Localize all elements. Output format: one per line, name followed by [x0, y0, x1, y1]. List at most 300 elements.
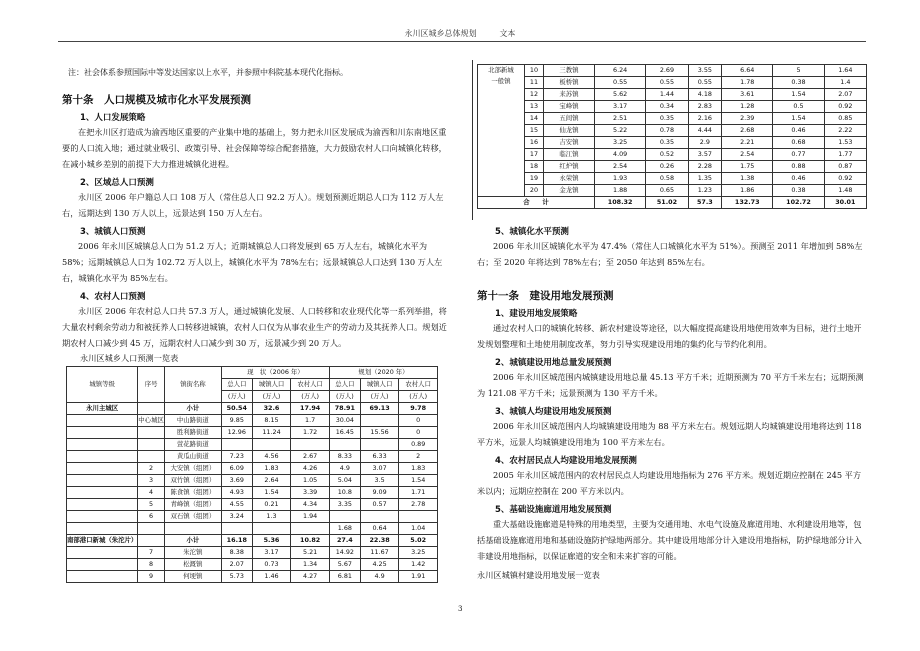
value-cell — [329, 511, 360, 523]
value-cell: 0.64 — [360, 523, 399, 535]
name-cell: 小计 — [164, 535, 221, 547]
value-cell: 0.92 — [824, 173, 866, 185]
value-cell: 8.38 — [221, 547, 252, 559]
value-cell: 8.33 — [329, 451, 360, 463]
population-table-continued-body — [478, 65, 867, 209]
value-cell: 0.52 — [646, 149, 688, 161]
name-cell: 中山路街道 — [164, 415, 221, 427]
value-cell: 0.35 — [646, 137, 688, 149]
value-cell: 3.17 — [252, 547, 291, 559]
value-cell: 4.26 — [291, 463, 330, 475]
header-unit: (万人) — [221, 391, 252, 403]
value-cell: 3.57 — [688, 149, 722, 161]
section-4-text: 永川区 2006 年农村总人口共 57.3 万人，通过城镇化发展、人口转移和农业现代化等一系列举措，将大量农村剩余劳动力和被抚养人口转移进城镇，农村人口仅为从事农业生产的劳动力及其抚养人口。规划近期农村人口减少到 45 万，远期农村人口减少到 30 万，远景减少到 20 万人。 — [62, 306, 447, 348]
value-cell: 6.09 — [221, 463, 252, 475]
section-5-text: 2006 年永川区城镇化水平为 47.4%（常住人口城镇化水平为 51%）。预测至 2011 年增加到 58%左右；至 2020 年将达到 78%左右；至 2050 年达到 85%左右。 — [477, 241, 863, 267]
name-cell: 双竹镇（组团） — [164, 475, 221, 487]
value-cell: 1.77 — [824, 149, 866, 161]
value-cell: 4.34 — [291, 499, 330, 511]
header-town: 城镇人口 — [360, 379, 399, 391]
header-unit: (万人) — [399, 391, 438, 403]
no-cell: 5 — [138, 499, 165, 511]
header-name: 镇街名称 — [164, 367, 221, 403]
column-divider — [472, 60, 473, 220]
section-3-text: 2006 年永川区城镇总人口为 51.2 万人；近期城镇总人口将发展到 65 万人左右，城镇化水平为 58%；远期城镇总人口为 102.72 万人以上，城镇化水平为 78%左右；远景城镇总人口达到 130 万人左右，城镇化水平为 85%左右。 — [62, 241, 443, 283]
table-row — [67, 451, 438, 463]
value-cell: 1.54 — [252, 487, 291, 499]
region-cell — [67, 571, 138, 583]
table-row — [67, 511, 438, 523]
value-cell: 3.25 — [595, 137, 646, 149]
no-cell: 3 — [138, 475, 165, 487]
value-cell: 0.55 — [646, 77, 688, 89]
table-row — [478, 77, 867, 89]
region-cell — [67, 511, 138, 523]
value-cell: 1.54 — [773, 113, 824, 125]
section-1-text: 在把永川区打造成为渝西地区重要的产业集中地的基础上，努力把永川区发展成为渝西和川东南地区重要的人口流入地；通过就业吸引、政策引导、社会保障等综合配套措施，大力鼓励农村人口向城镇化转移，在减小城乡差别的前提下大力推进城镇化进程。 — [62, 127, 447, 169]
group-label-2: 一般镇 — [491, 77, 511, 85]
value-cell — [399, 511, 438, 523]
region-cell — [67, 415, 138, 427]
value-cell: 1.4 — [824, 77, 866, 89]
table-row — [67, 547, 438, 559]
value-cell — [360, 415, 399, 427]
value-cell — [252, 523, 291, 535]
value-cell: 16.45 — [329, 427, 360, 439]
table-row — [67, 415, 438, 427]
name-cell: 陈食镇（组团） — [164, 487, 221, 499]
value-cell: 5.62 — [595, 89, 646, 101]
header-town: 城镇人口 — [252, 379, 291, 391]
value-cell: 0 — [399, 415, 438, 427]
value-cell: 2.9 — [688, 137, 722, 149]
group-label-1: 北部新城 — [488, 66, 514, 74]
no-cell — [138, 535, 165, 547]
total-value: 108.32 — [595, 197, 646, 209]
value-cell: 0.34 — [646, 101, 688, 113]
page-header — [0, 28, 920, 39]
value-cell: 1.86 — [722, 185, 773, 197]
value-cell: 3.07 — [360, 463, 399, 475]
section-2-text: 永川区 2006 年户籍总人口 108 万人（常住总人口 92.2 万人）。规划预测近期总人口为 112 万人左右，远期达到 130 万人以上，远景达到 150 万人左右。 — [62, 192, 444, 218]
value-cell: 0.21 — [252, 499, 291, 511]
value-cell: 4.56 — [252, 451, 291, 463]
value-cell: 2.39 — [722, 113, 773, 125]
value-cell: 2.16 — [688, 113, 722, 125]
value-cell: 69.13 — [360, 403, 399, 415]
header-unit: (万人) — [329, 391, 360, 403]
value-cell: 2.64 — [252, 475, 291, 487]
group-cell — [478, 65, 525, 197]
name-cell: 大安镇（组团） — [164, 463, 221, 475]
header-divider — [58, 41, 866, 42]
value-cell: 1.23 — [688, 185, 722, 197]
value-cell: 11.67 — [360, 547, 399, 559]
table-row — [67, 403, 438, 415]
value-cell: 2.69 — [646, 65, 688, 77]
value-cell: 0.55 — [595, 77, 646, 89]
value-cell — [291, 439, 330, 451]
table-row — [67, 475, 438, 487]
value-cell: 1.75 — [722, 161, 773, 173]
table-row — [67, 499, 438, 511]
page-number: 3 — [458, 605, 463, 613]
value-cell: 1.83 — [399, 463, 438, 475]
value-cell: 2.67 — [291, 451, 330, 463]
no-cell: 17 — [525, 149, 544, 161]
value-cell: 1.53 — [824, 137, 866, 149]
name-cell — [164, 523, 221, 535]
value-cell: 1.88 — [595, 185, 646, 197]
name-cell: 朱沱镇 — [164, 547, 221, 559]
value-cell: 0.38 — [773, 185, 824, 197]
land-1-text: 通过农村人口的城镇化转移、新农村建设等途径，以大幅度提高建设用地使用效率为目标，进行土地开发规划整理和土地使用制度改革，努力引导实现建设用地的集约化与节约化利用。 — [477, 323, 862, 349]
land-4-title: 4、农村居民点人均建设用地发展预测 — [495, 456, 637, 466]
table-row — [67, 571, 438, 583]
value-cell: 1.71 — [399, 487, 438, 499]
value-cell: 1.54 — [399, 475, 438, 487]
value-cell: 1.48 — [824, 185, 866, 197]
value-cell: 0.77 — [773, 149, 824, 161]
value-cell: 5.67 — [329, 559, 360, 571]
name-cell: 临江镇 — [544, 149, 595, 161]
table-row — [478, 137, 867, 149]
value-cell: 3.25 — [399, 547, 438, 559]
table-row — [67, 559, 438, 571]
value-cell: 3.17 — [595, 101, 646, 113]
land-2-text: 2006 年永川区城范围内城镇建设用地总量 45.13 平方千米；近期预测为 70 平方千米左右；远期预测为 121.08 平方千米；远景预测为 130 平方千米。 — [477, 372, 864, 398]
value-cell: 14.92 — [329, 547, 360, 559]
table-row — [478, 125, 867, 137]
name-cell: 三教镇 — [544, 65, 595, 77]
section-2-title: 2、区域总人口预测 — [80, 178, 154, 188]
value-cell: 2.83 — [688, 101, 722, 113]
land-3-text: 2006 年永川区城范围内人均城镇建设用地为 88 平方米左右。规划远期人均城镇建设用地将达到 118 平方米，远景人均城镇建设用地为 100 平方米左右。 — [477, 421, 862, 447]
header-plan: 规划（2020 年） — [329, 367, 437, 379]
value-cell: 9.85 — [221, 415, 252, 427]
value-cell: 1.05 — [291, 475, 330, 487]
name-cell: 黄瓜山街道 — [164, 451, 221, 463]
value-cell: 5.02 — [399, 535, 438, 547]
value-cell: 5.36 — [252, 535, 291, 547]
no-cell: 6 — [138, 511, 165, 523]
name-cell: 松溉镇 — [164, 559, 221, 571]
header-rural: 农村人口 — [291, 379, 330, 391]
value-cell: 1.7 — [291, 415, 330, 427]
value-cell: 2.21 — [722, 137, 773, 149]
value-cell: 1.91 — [399, 571, 438, 583]
no-cell: 13 — [525, 101, 544, 113]
name-cell: 何埂镇 — [164, 571, 221, 583]
value-cell: 1.54 — [773, 89, 824, 101]
value-cell: 1.64 — [824, 65, 866, 77]
name-cell: 宝峰镇 — [544, 101, 595, 113]
value-cell: 1.94 — [291, 511, 330, 523]
value-cell: 7.23 — [221, 451, 252, 463]
value-cell: 10.82 — [291, 535, 330, 547]
value-cell: 0.92 — [824, 101, 866, 113]
name-cell: 小计 — [164, 403, 221, 415]
value-cell — [221, 523, 252, 535]
value-cell: 4.25 — [360, 559, 399, 571]
population-table — [66, 366, 438, 583]
header-title: 永川区城乡总体规划 — [404, 29, 477, 38]
value-cell: 78.91 — [329, 403, 360, 415]
no-cell: 14 — [525, 113, 544, 125]
value-cell — [329, 439, 360, 451]
value-cell: 2.54 — [595, 161, 646, 173]
note-text: 注：社会体系参照国际中等发达国家以上水平，并参照中科院基本现代化指标。 — [68, 68, 348, 77]
header-unit: (万人) — [252, 391, 291, 403]
region-cell — [67, 487, 138, 499]
value-cell: 3.55 — [688, 65, 722, 77]
value-cell: 6.64 — [722, 65, 773, 77]
region-cell — [67, 523, 138, 535]
no-cell: 19 — [525, 173, 544, 185]
value-cell — [221, 439, 252, 451]
value-cell: 4.27 — [291, 571, 330, 583]
table-row — [478, 149, 867, 161]
no-cell: 12 — [525, 89, 544, 101]
no-cell: 15 — [525, 125, 544, 137]
table-row — [67, 535, 438, 547]
header-total: 总人口 — [329, 379, 360, 391]
region-cell — [67, 451, 138, 463]
region-cell: 永川主城区 — [67, 403, 138, 415]
header-no: 序号 — [138, 367, 165, 403]
population-table-continued — [477, 64, 867, 209]
value-cell: 50.54 — [221, 403, 252, 415]
value-cell: 3.39 — [291, 487, 330, 499]
value-cell: 9.78 — [399, 403, 438, 415]
value-cell: 12.96 — [221, 427, 252, 439]
value-cell: 0.85 — [824, 113, 866, 125]
table-row — [67, 463, 438, 475]
value-cell: 17.94 — [291, 403, 330, 415]
no-cell: 2 — [138, 463, 165, 475]
total-label: 合 计 — [478, 197, 595, 209]
header-total: 总人口 — [221, 379, 252, 391]
region-cell — [67, 427, 138, 439]
table-row — [67, 523, 438, 535]
value-cell — [360, 511, 399, 523]
no-cell: 8 — [138, 559, 165, 571]
population-table-body — [67, 403, 438, 583]
land-table-caption: 永川区城镇村建设用地发展一览表 — [477, 570, 600, 580]
value-cell: 3.24 — [221, 511, 252, 523]
value-cell: 0.78 — [646, 125, 688, 137]
value-cell: 2.68 — [722, 125, 773, 137]
total-value: 57.3 — [688, 197, 722, 209]
value-cell: 3.69 — [221, 475, 252, 487]
value-cell: 4.93 — [221, 487, 252, 499]
region-cell — [67, 559, 138, 571]
land-1-title: 1、建设用地发展策略 — [495, 309, 578, 319]
region-cell — [67, 547, 138, 559]
value-cell: 0.38 — [773, 77, 824, 89]
value-cell: 0.58 — [646, 173, 688, 185]
name-cell: 来苏镇 — [544, 89, 595, 101]
value-cell: 4.18 — [688, 89, 722, 101]
value-cell: 0.55 — [688, 77, 722, 89]
table-row — [478, 173, 867, 185]
article-10-title: 第十条 人口规模及城市化水平发展预测 — [62, 94, 251, 106]
value-cell: 2.54 — [722, 149, 773, 161]
land-2-title: 2、城镇建设用地总量发展预测 — [495, 358, 612, 368]
no-cell — [138, 403, 165, 415]
value-cell: 0.68 — [773, 137, 824, 149]
section-4-title: 4、农村人口预测 — [80, 292, 146, 302]
section-3-title: 3、城镇人口预测 — [80, 227, 146, 237]
section-5-title: 5、城镇化水平预测 — [495, 227, 569, 237]
region-cell — [67, 475, 138, 487]
no-cell — [138, 523, 165, 535]
name-cell: 板桥镇 — [544, 77, 595, 89]
no-cell — [138, 451, 165, 463]
value-cell: 5.73 — [221, 571, 252, 583]
value-cell: 0.89 — [399, 439, 438, 451]
value-cell — [291, 523, 330, 535]
header-current: 现 状（2006 年） — [221, 367, 329, 379]
value-cell: 2.07 — [221, 559, 252, 571]
total-value: 51.02 — [646, 197, 688, 209]
value-cell: 0.26 — [646, 161, 688, 173]
value-cell: 1.04 — [399, 523, 438, 535]
no-cell: 4 — [138, 487, 165, 499]
name-cell: 胜利路街道 — [164, 427, 221, 439]
value-cell: 0.35 — [646, 113, 688, 125]
no-cell: 18 — [525, 161, 544, 173]
value-cell: 1.78 — [722, 77, 773, 89]
value-cell: 0.57 — [360, 499, 399, 511]
value-cell: 2.78 — [399, 499, 438, 511]
value-cell: 5.22 — [595, 125, 646, 137]
value-cell: 0.87 — [824, 161, 866, 173]
value-cell: 6.81 — [329, 571, 360, 583]
value-cell: 6.33 — [360, 451, 399, 463]
no-cell: 9 — [138, 571, 165, 583]
value-cell: 15.56 — [360, 427, 399, 439]
table-row — [478, 101, 867, 113]
value-cell: 1.93 — [595, 173, 646, 185]
no-cell: 20 — [525, 185, 544, 197]
no-cell: 10 — [525, 65, 544, 77]
value-cell: 1.83 — [252, 463, 291, 475]
value-cell: 1.28 — [722, 101, 773, 113]
value-cell: 1.38 — [722, 173, 773, 185]
value-cell: 1.44 — [646, 89, 688, 101]
value-cell: 1.34 — [291, 559, 330, 571]
value-cell: 1.72 — [291, 427, 330, 439]
value-cell: 0.46 — [773, 173, 824, 185]
no-cell: 7 — [138, 547, 165, 559]
header-rural: 农村人口 — [399, 379, 438, 391]
land-3-title: 3、城镇人均建设用地发展预测 — [495, 407, 612, 417]
region-cell — [67, 439, 138, 451]
table-row — [478, 185, 867, 197]
name-cell: 萱花路街道 — [164, 439, 221, 451]
value-cell: 4.09 — [595, 149, 646, 161]
name-cell: 五间镇 — [544, 113, 595, 125]
section-1-title: 1、人口发展策略 — [80, 113, 146, 123]
right-column — [477, 55, 867, 581]
table-row — [478, 89, 867, 101]
value-cell: 1.42 — [399, 559, 438, 571]
name-cell: 红炉镇 — [544, 161, 595, 173]
header-region: 城镇等级 — [67, 367, 138, 403]
total-value: 30.01 — [824, 197, 866, 209]
land-5-text: 重大基础设施廊道是特殊的用地类型，主要为交通用地、水电气设施及廊道用地、水利建设用地等，包括基础设施廊道用地和基础设施防护绿地两部分。其中建设用地部分计入建设用地指标，防护绿地部分计入非建设用地指标，以保证廊道的安全和未来扩容的可能。 — [477, 519, 862, 561]
table-row — [478, 65, 867, 77]
value-cell: 2.07 — [824, 89, 866, 101]
region-cell — [67, 499, 138, 511]
no-cell — [138, 439, 165, 451]
value-cell: 32.6 — [252, 403, 291, 415]
article-11-title: 第十一条 建设用地发展预测 — [477, 290, 614, 302]
value-cell: 5 — [773, 65, 824, 77]
value-cell — [360, 439, 399, 451]
value-cell: 3.5 — [360, 475, 399, 487]
header-type: 文本 — [499, 29, 516, 38]
table-row — [67, 427, 438, 439]
value-cell: 0.46 — [773, 125, 824, 137]
value-cell: 5.04 — [329, 475, 360, 487]
no-cell: 16 — [525, 137, 544, 149]
value-cell: 30.04 — [329, 415, 360, 427]
value-cell: 0.88 — [773, 161, 824, 173]
total-value: 132.73 — [722, 197, 773, 209]
value-cell: 0.73 — [252, 559, 291, 571]
name-cell: 仙龙镇 — [544, 125, 595, 137]
header-unit: (万人) — [291, 391, 330, 403]
name-cell: 金龙镇 — [544, 185, 595, 197]
no-cell: 11 — [525, 77, 544, 89]
region-cell: 南部港口新城（朱沱片） — [67, 535, 138, 547]
value-cell: 1.46 — [252, 571, 291, 583]
region-cell — [67, 463, 138, 475]
name-cell: 吉安镇 — [544, 137, 595, 149]
value-cell: 0 — [399, 427, 438, 439]
name-cell: 双石镇（组团） — [164, 511, 221, 523]
value-cell: 5.21 — [291, 547, 330, 559]
value-cell: 3.35 — [329, 499, 360, 511]
table-caption: 永川区城乡人口预测一览表 — [80, 353, 179, 363]
table-row — [478, 113, 867, 125]
value-cell: 4.9 — [360, 571, 399, 583]
name-cell: 永荣镇 — [544, 173, 595, 185]
value-cell: 2.28 — [688, 161, 722, 173]
value-cell: 27.4 — [329, 535, 360, 547]
value-cell: 1.35 — [688, 173, 722, 185]
value-cell: 2 — [399, 451, 438, 463]
value-cell: 10.8 — [329, 487, 360, 499]
value-cell: 22.38 — [360, 535, 399, 547]
header-unit: (万人) — [360, 391, 399, 403]
name-cell: 青峰镇（组团） — [164, 499, 221, 511]
total-value: 102.72 — [773, 197, 824, 209]
value-cell: 3.61 — [722, 89, 773, 101]
value-cell: 2.51 — [595, 113, 646, 125]
value-cell: 11.24 — [252, 427, 291, 439]
value-cell: 1.68 — [329, 523, 360, 535]
table-row — [67, 487, 438, 499]
value-cell: 0.65 — [646, 185, 688, 197]
land-4-text: 2005 年永川区城范围内的农村居民点人均建设用地指标为 276 平方米。规划近期应控制在 245 平方米以内；远期应控制在 200 平方米以内。 — [477, 470, 862, 496]
value-cell: 4.55 — [221, 499, 252, 511]
value-cell: 8.15 — [252, 415, 291, 427]
land-5-title: 5、基础设施廊道用地发展预测 — [495, 505, 612, 515]
value-cell: 16.18 — [221, 535, 252, 547]
